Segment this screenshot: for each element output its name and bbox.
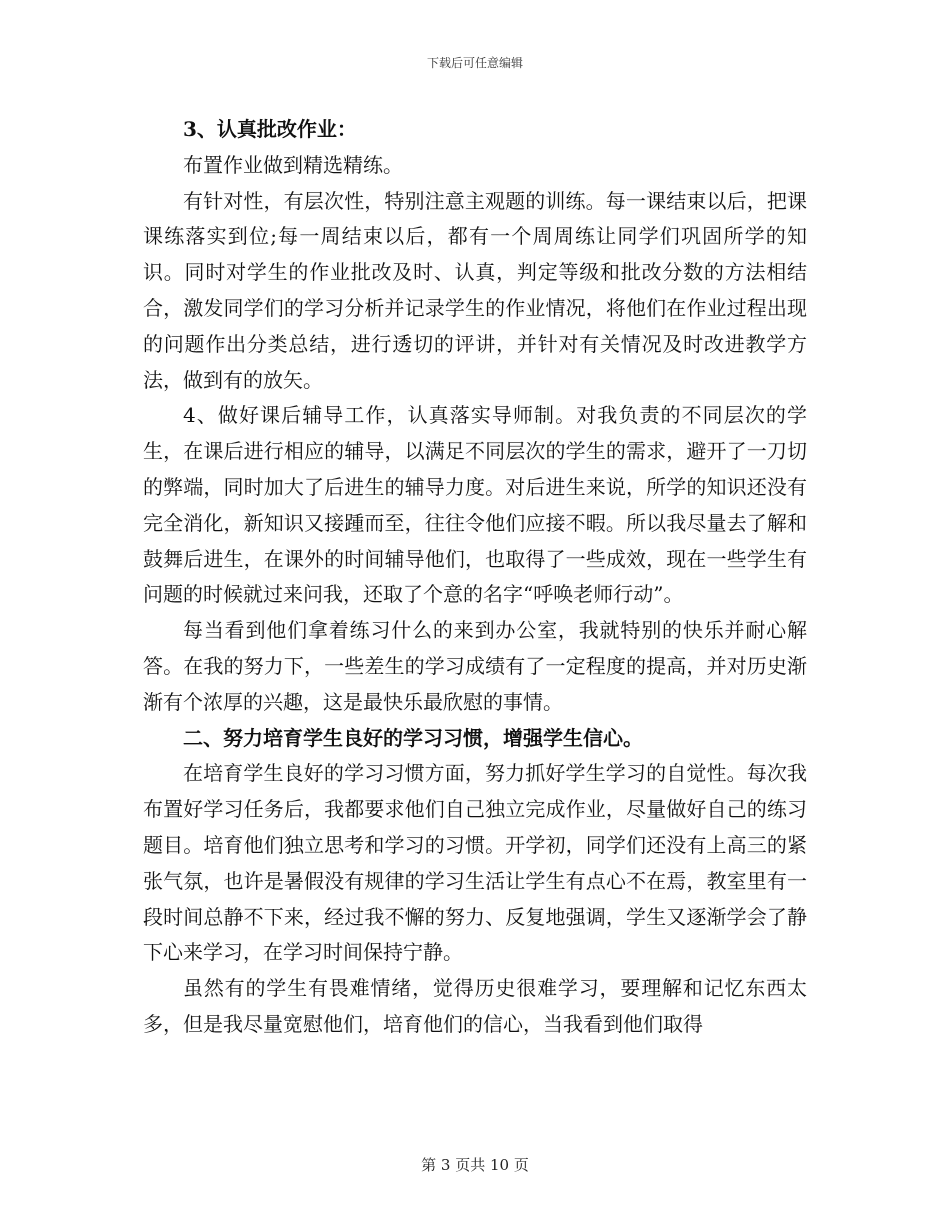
paragraph: 虽然有的学生有畏难情绪，觉得历史很难学习，要理解和记忆东西太多，但是我尽量宽慰他们，培育他们的信心，当我看到他们取得	[143, 976, 807, 1036]
paragraph: 在培育学生良好的学习习惯方面，努力抓好学生学习的自觉性。每次我布置好学习任务后，我都要求他们自己独立完成作业，尽量做好自己的练习题目。培育他们独立思考和学习的习惯。开学初，同学们还没有上高三的紧张气氛，也许是暑假没有规律的学习生活让学生有点心不在焉，教室里有一段时间总静不下来，经过我不懈的努力、反复地强调，学生又逐渐学会了静下心来学习，在学习时间保持宁静。	[143, 761, 807, 965]
paragraph: 布置作业做到精选精练。	[183, 152, 403, 177]
paragraph: 每当看到他们拿着练习什么的来到办公室，我就特别的快乐并耐心解答。在我的努力下，一些差生的学习成绩有了一定程度的提高，并对历史渐渐有个浓厚的兴趣，这是最快乐最欣慰的事情。	[143, 618, 807, 714]
paragraph: 4、做好课后辅导工作，认真落实导师制。对我负责的不同层次的学生，在课后进行相应的辅导，以满足不同层次的学生的需求，避开了一刀切的弊端，同时加大了后进生的辅导力度。对后进生来说，所学的知识还没有完全消化，新知识又接踵而至，往往令他们应接不暇。所以我尽量去了解和鼓舞后进生，在课外的时间辅导他们，也取得了一些成效，现在一些学生有问题的时候就过来问我，还取了个意的名字“呼唤老师行动”。	[143, 403, 807, 607]
page-number: 第 3 页共 10 页	[421, 1156, 529, 1174]
section-heading-study-habits: 二、努力培育学生良好的学习习惯，增强学生信心。	[183, 725, 643, 750]
document-body	[143, 112, 807, 1043]
section-heading-grading: 3、认真批改作业：	[183, 117, 357, 141]
page-header-note: 下载后可任意编辑	[426, 56, 523, 70]
paragraph: 有针对性，有层次性，特别注意主观题的训练。每一课结束以后，把课课练落实到位;每一周结束以后，都有一个周周练让同学们巩固所学的知识。同时对学生的作业批改及时、认真，判定等级和批改分数的方法相结合，激发同学们的学习分析并记录学生的作业情况，将他们在作业过程出现的问题作出分类总结，进行透切的评讲，并针对有关情况及时改进教学方法，做到有的放矢。	[143, 188, 807, 392]
